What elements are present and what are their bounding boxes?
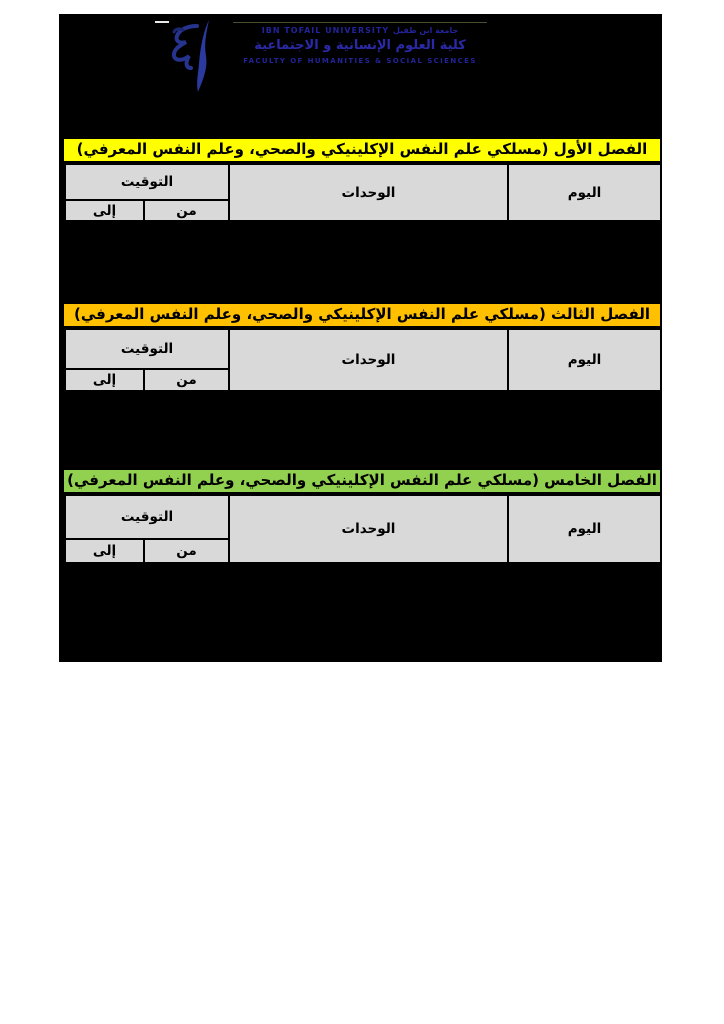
logo-divider-line xyxy=(233,22,487,23)
header-timing: التوقيت xyxy=(65,164,229,200)
header-timing: التوقيت xyxy=(65,495,229,539)
header-from: من xyxy=(144,539,229,563)
header-to: إلى xyxy=(65,200,144,221)
header-day: اليوم xyxy=(508,329,661,391)
header-from: من xyxy=(144,369,229,391)
header-to: إلى xyxy=(65,539,144,563)
header-from: من xyxy=(144,200,229,221)
university-name-en: IBN TOFAIL UNIVERSITY xyxy=(261,26,390,35)
section-title-semester-3: الفصل الثالث (مسلكي علم النفس الإكلينيكي والصحي، وعلم النفس المعرفي) xyxy=(64,302,660,328)
faculty-name-ar: كلية العلوم الإنسانية و الاجتماعية xyxy=(254,38,466,53)
schedule-sections xyxy=(64,137,660,656)
section-title-semester-5: الفصل الخامس (مسلكي علم النفس الإكلينيكي والصحي، وعلم النفس المعرفي) xyxy=(64,468,660,494)
table-body-semester-3 xyxy=(64,392,660,468)
header-units: الوحدات xyxy=(229,164,508,221)
header-timing: التوقيت xyxy=(65,329,229,369)
table-body-semester-5 xyxy=(64,564,660,656)
header-day: اليوم xyxy=(508,495,661,563)
header-units: الوحدات xyxy=(229,329,508,391)
header-to: إلى xyxy=(65,369,144,391)
university-logo-icon xyxy=(153,16,233,96)
section-title-semester-1: الفصل الأول (مسلكي علم النفس الإكلينيكي والصحي، وعلم النفس المعرفي) xyxy=(64,137,660,163)
schedule-table-semester-1 xyxy=(64,163,662,222)
header-units: الوحدات xyxy=(229,495,508,563)
table-body-semester-1 xyxy=(64,222,660,302)
logo-text-block xyxy=(231,20,489,65)
university-name-ar: جامعة ابن طفيل xyxy=(392,26,459,35)
schedule-table-semester-5 xyxy=(64,494,662,564)
university-logo-block xyxy=(153,16,493,98)
page-canvas xyxy=(59,14,662,662)
header-day: اليوم xyxy=(508,164,661,221)
university-name-line xyxy=(231,26,489,35)
faculty-name-en: FACULTY OF HUMANITIES & SOCIAL SCIENCES xyxy=(243,57,477,65)
logo-accent-dash xyxy=(155,21,169,23)
schedule-table-semester-3 xyxy=(64,328,662,392)
